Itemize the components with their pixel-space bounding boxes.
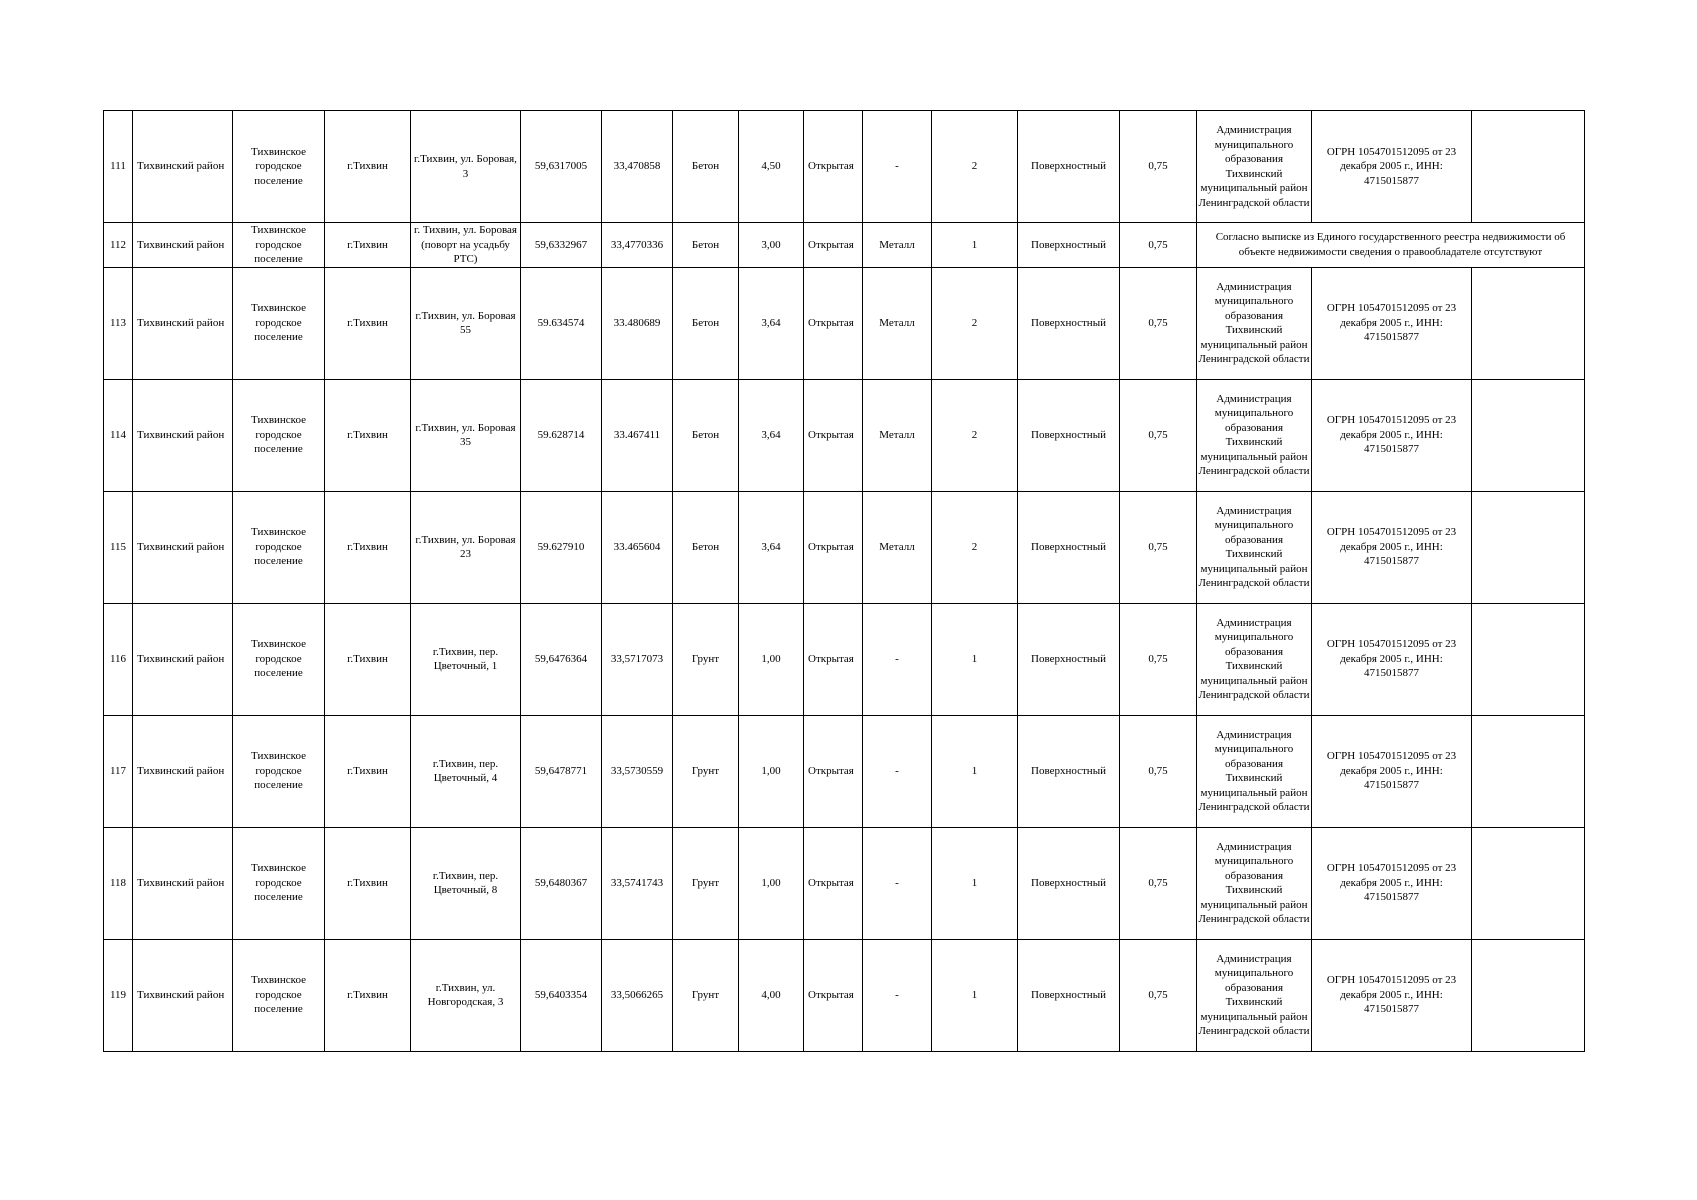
locality-cell: г.Тихвин	[325, 223, 411, 268]
ogrn-cell: ОГРН 1054701512095 от 23 декабря 2005 г., ИНН: 4715015877	[1312, 111, 1472, 223]
surface-cell: Бетон	[673, 111, 739, 223]
address-cell: г.Тихвин, ул. Новгородская, 3	[411, 939, 521, 1051]
ogrn-cell: ОГРН 1054701512095 от 23 декабря 2005 г., ИНН: 4715015877	[1312, 379, 1472, 491]
site-type-cell: Открытая	[804, 603, 863, 715]
latitude-cell: 59,6403354	[521, 939, 602, 1051]
address-cell: г.Тихвин, ул. Боровая 23	[411, 491, 521, 603]
locality-cell: г.Тихвин	[325, 827, 411, 939]
extra-cell	[1472, 491, 1585, 603]
container-type-cell: Поверхностный	[1018, 827, 1120, 939]
extra-cell	[1472, 267, 1585, 379]
ogrn-cell: ОГРН 1054701512095 от 23 декабря 2005 г., ИНН: 4715015877	[1312, 715, 1472, 827]
table-row	[104, 223, 1585, 268]
address-cell: г.Тихвин, пер. Цветочный, 8	[411, 827, 521, 939]
fence-cell: Металл	[863, 491, 932, 603]
container-type-cell: Поверхностный	[1018, 603, 1120, 715]
district-cell: Тихвинский район	[133, 715, 233, 827]
ogrn-cell: ОГРН 1054701512095 от 23 декабря 2005 г., ИНН: 4715015877	[1312, 603, 1472, 715]
longitude-cell: 33,5730559	[602, 715, 673, 827]
owner-cell: Администрация муниципального образования Тихвинский муниципальный район Ленинградской области	[1197, 267, 1312, 379]
table-row	[104, 827, 1585, 939]
container-count-cell: 1	[932, 223, 1018, 268]
container-count-cell: 2	[932, 379, 1018, 491]
container-type-cell: Поверхностный	[1018, 223, 1120, 268]
fence-cell: -	[863, 603, 932, 715]
district-cell: Тихвинский район	[133, 603, 233, 715]
fence-cell: Металл	[863, 223, 932, 268]
row-number-cell: 115	[104, 491, 133, 603]
longitude-cell: 33.465604	[602, 491, 673, 603]
locality-cell: г.Тихвин	[325, 603, 411, 715]
owner-cell: Администрация муниципального образования Тихвинский муниципальный район Ленинградской области	[1197, 715, 1312, 827]
settlement-cell: Тихвинское городское поселение	[233, 223, 325, 268]
address-cell: г.Тихвин, ул. Боровая 55	[411, 267, 521, 379]
ogrn-cell: ОГРН 1054701512095 от 23 декабря 2005 г., ИНН: 4715015877	[1312, 267, 1472, 379]
extra-cell	[1472, 939, 1585, 1051]
fence-cell: -	[863, 111, 932, 223]
volume-cell: 0,75	[1120, 491, 1197, 603]
settlement-cell: Тихвинское городское поселение	[233, 603, 325, 715]
area-cell: 4,50	[739, 111, 804, 223]
row-number-cell: 114	[104, 379, 133, 491]
locality-cell: г.Тихвин	[325, 715, 411, 827]
surface-cell: Бетон	[673, 491, 739, 603]
locality-cell: г.Тихвин	[325, 491, 411, 603]
site-type-cell: Открытая	[804, 267, 863, 379]
site-type-cell: Открытая	[804, 491, 863, 603]
surface-cell: Грунт	[673, 715, 739, 827]
table-body	[104, 111, 1585, 1052]
container-count-cell: 1	[932, 827, 1018, 939]
latitude-cell: 59,6317005	[521, 111, 602, 223]
district-cell: Тихвинский район	[133, 827, 233, 939]
address-cell: г.Тихвин, ул. Боровая 35	[411, 379, 521, 491]
surface-cell: Бетон	[673, 379, 739, 491]
site-type-cell: Открытая	[804, 111, 863, 223]
address-cell: г.Тихвин, ул. Боровая, 3	[411, 111, 521, 223]
area-cell: 3,00	[739, 223, 804, 268]
fence-cell: Металл	[863, 267, 932, 379]
address-cell: г.Тихвин, пер. Цветочный, 1	[411, 603, 521, 715]
district-cell: Тихвинский район	[133, 267, 233, 379]
district-cell: Тихвинский район	[133, 379, 233, 491]
longitude-cell: 33,4770336	[602, 223, 673, 268]
district-cell: Тихвинский район	[133, 223, 233, 268]
container-type-cell: Поверхностный	[1018, 715, 1120, 827]
container-type-cell: Поверхностный	[1018, 939, 1120, 1051]
area-cell: 4,00	[739, 939, 804, 1051]
site-type-cell: Открытая	[804, 827, 863, 939]
owner-note-cell: Согласно выписке из Единого государственного реестра недвижимости об объекте недвижимости сведения о правообладателе отсутствуют	[1197, 223, 1585, 268]
volume-cell: 0,75	[1120, 603, 1197, 715]
area-cell: 3,64	[739, 491, 804, 603]
site-type-cell: Открытая	[804, 939, 863, 1051]
container-count-cell: 1	[932, 939, 1018, 1051]
row-number-cell: 116	[104, 603, 133, 715]
volume-cell: 0,75	[1120, 939, 1197, 1051]
owner-cell: Администрация муниципального образования Тихвинский муниципальный район Ленинградской области	[1197, 111, 1312, 223]
address-cell: г.Тихвин, пер. Цветочный, 4	[411, 715, 521, 827]
extra-cell	[1472, 715, 1585, 827]
table-row	[104, 715, 1585, 827]
latitude-cell: 59.634574	[521, 267, 602, 379]
locality-cell: г.Тихвин	[325, 939, 411, 1051]
latitude-cell: 59.628714	[521, 379, 602, 491]
row-number-cell: 113	[104, 267, 133, 379]
volume-cell: 0,75	[1120, 715, 1197, 827]
area-cell: 1,00	[739, 827, 804, 939]
container-type-cell: Поверхностный	[1018, 379, 1120, 491]
district-cell: Тихвинский район	[133, 939, 233, 1051]
extra-cell	[1472, 827, 1585, 939]
row-number-cell: 112	[104, 223, 133, 268]
area-cell: 3,64	[739, 267, 804, 379]
latitude-cell: 59,6476364	[521, 603, 602, 715]
row-number-cell: 117	[104, 715, 133, 827]
ogrn-cell: ОГРН 1054701512095 от 23 декабря 2005 г., ИНН: 4715015877	[1312, 491, 1472, 603]
table-row	[104, 111, 1585, 223]
settlement-cell: Тихвинское городское поселение	[233, 379, 325, 491]
table-row	[104, 379, 1585, 491]
volume-cell: 0,75	[1120, 111, 1197, 223]
latitude-cell: 59,6478771	[521, 715, 602, 827]
container-count-cell: 2	[932, 267, 1018, 379]
latitude-cell: 59,6480367	[521, 827, 602, 939]
row-number-cell: 118	[104, 827, 133, 939]
longitude-cell: 33,470858	[602, 111, 673, 223]
row-number-cell: 119	[104, 939, 133, 1051]
area-cell: 1,00	[739, 603, 804, 715]
locality-cell: г.Тихвин	[325, 111, 411, 223]
settlement-cell: Тихвинское городское поселение	[233, 491, 325, 603]
extra-cell	[1472, 379, 1585, 491]
fence-cell: -	[863, 939, 932, 1051]
owner-cell: Администрация муниципального образования Тихвинский муниципальный район Ленинградской области	[1197, 491, 1312, 603]
longitude-cell: 33,5741743	[602, 827, 673, 939]
locality-cell: г.Тихвин	[325, 379, 411, 491]
container-count-cell: 2	[932, 491, 1018, 603]
district-cell: Тихвинский район	[133, 491, 233, 603]
volume-cell: 0,75	[1120, 267, 1197, 379]
ogrn-cell: ОГРН 1054701512095 от 23 декабря 2005 г., ИНН: 4715015877	[1312, 939, 1472, 1051]
container-count-cell: 1	[932, 715, 1018, 827]
latitude-cell: 59,6332967	[521, 223, 602, 268]
fence-cell: -	[863, 715, 932, 827]
surface-cell: Грунт	[673, 827, 739, 939]
longitude-cell: 33,5717073	[602, 603, 673, 715]
site-type-cell: Открытая	[804, 379, 863, 491]
site-type-cell: Открытая	[804, 715, 863, 827]
owner-cell: Администрация муниципального образования Тихвинский муниципальный район Ленинградской области	[1197, 827, 1312, 939]
longitude-cell: 33.480689	[602, 267, 673, 379]
longitude-cell: 33.467411	[602, 379, 673, 491]
row-number-cell: 111	[104, 111, 133, 223]
district-cell: Тихвинский район	[133, 111, 233, 223]
ogrn-cell: ОГРН 1054701512095 от 23 декабря 2005 г., ИНН: 4715015877	[1312, 827, 1472, 939]
volume-cell: 0,75	[1120, 379, 1197, 491]
table-row	[104, 603, 1585, 715]
fence-cell: Металл	[863, 379, 932, 491]
container-type-cell: Поверхностный	[1018, 491, 1120, 603]
extra-cell	[1472, 603, 1585, 715]
area-cell: 1,00	[739, 715, 804, 827]
table-row	[104, 267, 1585, 379]
settlement-cell: Тихвинское городское поселение	[233, 827, 325, 939]
site-type-cell: Открытая	[804, 223, 863, 268]
volume-cell: 0,75	[1120, 827, 1197, 939]
table-row	[104, 491, 1585, 603]
latitude-cell: 59.627910	[521, 491, 602, 603]
longitude-cell: 33,5066265	[602, 939, 673, 1051]
container-count-cell: 1	[932, 603, 1018, 715]
locality-cell: г.Тихвин	[325, 267, 411, 379]
table-row	[104, 939, 1585, 1051]
address-cell: г. Тихвин, ул. Боровая (поворт на усадьбу РТС)	[411, 223, 521, 268]
owner-cell: Администрация муниципального образования Тихвинский муниципальный район Ленинградской области	[1197, 939, 1312, 1051]
surface-cell: Бетон	[673, 267, 739, 379]
settlement-cell: Тихвинское городское поселение	[233, 267, 325, 379]
volume-cell: 0,75	[1120, 223, 1197, 268]
settlement-cell: Тихвинское городское поселение	[233, 715, 325, 827]
settlement-cell: Тихвинское городское поселение	[233, 111, 325, 223]
extra-cell	[1472, 111, 1585, 223]
settlement-cell: Тихвинское городское поселение	[233, 939, 325, 1051]
surface-cell: Бетон	[673, 223, 739, 268]
surface-cell: Грунт	[673, 939, 739, 1051]
registry-table	[103, 110, 1585, 1052]
area-cell: 3,64	[739, 379, 804, 491]
fence-cell: -	[863, 827, 932, 939]
container-type-cell: Поверхностный	[1018, 111, 1120, 223]
container-count-cell: 2	[932, 111, 1018, 223]
container-type-cell: Поверхностный	[1018, 267, 1120, 379]
owner-cell: Администрация муниципального образования Тихвинский муниципальный район Ленинградской области	[1197, 603, 1312, 715]
surface-cell: Грунт	[673, 603, 739, 715]
owner-cell: Администрация муниципального образования Тихвинский муниципальный район Ленинградской области	[1197, 379, 1312, 491]
